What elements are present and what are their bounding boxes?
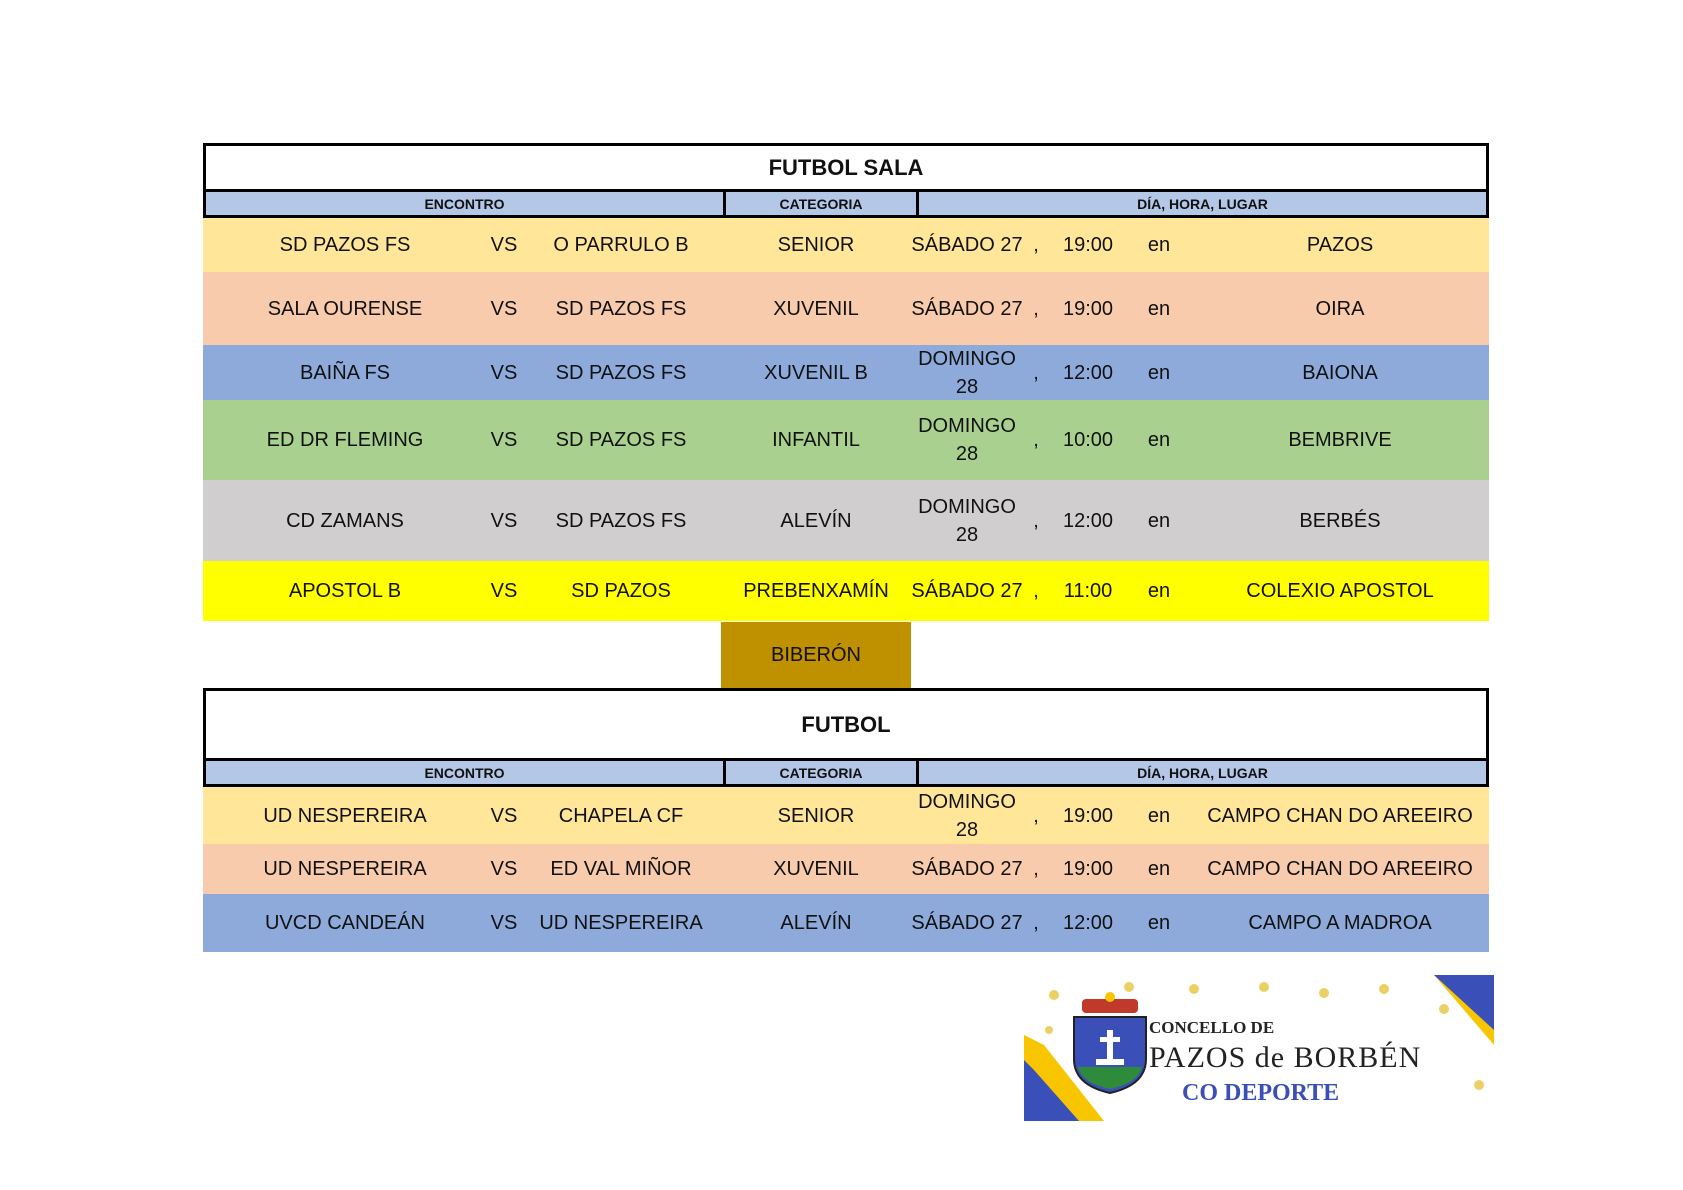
logo-line1: CONCELLO DE: [1149, 1018, 1275, 1037]
separator: ,: [1033, 361, 1039, 384]
biberon-cell: [721, 622, 911, 688]
match-day: SÁBADO 27: [911, 297, 1023, 320]
table-row: [203, 218, 1489, 272]
table-row: [203, 400, 1489, 480]
category: PREBENXAMÍN: [743, 580, 889, 602]
match-time: 12:00: [1062, 509, 1114, 532]
vs-label: VS: [490, 580, 518, 602]
table-row: [203, 345, 1489, 400]
separator: ,: [1033, 858, 1039, 880]
crest-icon: [1074, 992, 1146, 1093]
venue: BAIONA: [1302, 361, 1378, 384]
match-day: DOMINGO 28: [918, 415, 1016, 465]
home-team: SALA OURENSE: [267, 297, 423, 320]
table-row: [203, 894, 1489, 952]
category: XUVENIL: [773, 858, 859, 880]
header-encontro: ENCONTRO: [206, 761, 726, 784]
en-label: en: [1147, 297, 1171, 320]
vs-label: VS: [490, 429, 518, 451]
venue: PAZOS: [1306, 234, 1374, 256]
futbol-rows: [203, 787, 1489, 952]
match-day: SÁBADO 27: [911, 912, 1023, 934]
match-time: 10:00: [1062, 429, 1114, 451]
away-team: CHAPELA CF: [558, 804, 684, 827]
vs-label: VS: [490, 858, 518, 880]
home-team: BAIÑA FS: [299, 361, 391, 384]
venue: COLEXIO APOSTOL: [1246, 580, 1434, 602]
separator: ,: [1033, 297, 1039, 320]
header-categoria: CATEGORIA: [726, 192, 919, 215]
table-row: [203, 272, 1489, 345]
venue: OIRA: [1315, 297, 1365, 320]
home-team: CD ZAMANS: [286, 509, 404, 532]
table-header: [203, 761, 1489, 787]
category: INFANTIL: [772, 429, 860, 451]
venue: BEMBRIVE: [1288, 429, 1392, 451]
table-header: [203, 192, 1489, 218]
table-row: [203, 480, 1489, 561]
home-team: UD NESPEREIRA: [263, 804, 427, 827]
match-day: SÁBADO 27: [911, 234, 1023, 256]
futbol-section: [203, 688, 1489, 952]
header-categoria: CATEGORIA: [726, 761, 919, 784]
table-row: [203, 787, 1489, 844]
section-title-text: FUTBOL SALA: [768, 154, 924, 180]
match-day: DOMINGO 28: [918, 347, 1016, 398]
en-label: en: [1147, 580, 1171, 602]
home-team: ED DR FLEMING: [266, 429, 424, 451]
table-row: [203, 844, 1489, 894]
logo-line2: PAZOS de BORBÉN: [1149, 1041, 1422, 1074]
away-team: SD PAZOS FS: [555, 509, 687, 532]
venue: CAMPO CHAN DO AREEIRO: [1207, 858, 1473, 880]
en-label: en: [1147, 234, 1171, 256]
match-time: 11:00: [1063, 580, 1113, 602]
match-time: 19:00: [1062, 234, 1114, 256]
home-team: UVCD CANDEÁN: [264, 912, 426, 934]
biberon-label: BIBERÓN: [770, 643, 862, 666]
section-title: [203, 143, 1489, 192]
header-dia-hora-lugar: DÍA, HORA, LUGAR: [1137, 195, 1268, 212]
separator: ,: [1033, 580, 1039, 602]
concello-pazos-de-borben-logo: [1024, 975, 1494, 1121]
match-time: 19:00: [1062, 297, 1114, 320]
vs-label: VS: [490, 234, 518, 256]
en-label: en: [1147, 804, 1171, 827]
separator: ,: [1033, 234, 1039, 256]
venue: CAMPO CHAN DO AREEIRO: [1207, 804, 1473, 827]
en-label: en: [1147, 429, 1171, 451]
logo-line3: CO DEPORTE: [1182, 1080, 1340, 1106]
section-title: [203, 688, 1489, 761]
away-team: UD NESPEREIRA: [539, 912, 703, 934]
match-time: 19:00: [1062, 858, 1114, 880]
en-label: en: [1147, 361, 1171, 384]
en-label: en: [1147, 858, 1171, 880]
en-label: en: [1147, 509, 1171, 532]
vs-label: VS: [490, 804, 518, 827]
separator: ,: [1033, 912, 1039, 934]
match-day: DOMINGO 28: [918, 495, 1016, 546]
table-row: [203, 561, 1489, 621]
category: XUVENIL: [773, 297, 859, 320]
category: SENIOR: [777, 234, 855, 256]
en-label: en: [1147, 912, 1171, 934]
header-dia-hora-lugar: DÍA, HORA, LUGAR: [1137, 764, 1268, 781]
match-day: DOMINGO 28: [918, 790, 1016, 841]
away-team: O PARRULO B: [553, 234, 689, 256]
away-team: SD PAZOS FS: [555, 297, 687, 320]
away-team: SD PAZOS FS: [555, 429, 687, 451]
vs-label: VS: [490, 361, 518, 384]
header-encontro: ENCONTRO: [206, 192, 726, 215]
separator: ,: [1033, 509, 1039, 532]
category: XUVENIL B: [764, 361, 868, 384]
category: ALEVÍN: [780, 509, 852, 532]
futbol-sala-section: [203, 143, 1489, 621]
home-team: UD NESPEREIRA: [263, 858, 427, 880]
vs-label: VS: [490, 912, 518, 934]
venue: CAMPO A MADROA: [1248, 912, 1432, 934]
section-title-text: FUTBOL: [801, 711, 891, 737]
separator: ,: [1033, 804, 1039, 827]
vs-label: VS: [490, 509, 518, 532]
vs-label: VS: [490, 297, 518, 320]
futbol-sala-rows: [203, 218, 1489, 621]
category: SENIOR: [777, 804, 855, 827]
match-time: 12:00: [1062, 361, 1114, 384]
home-team: SD PAZOS FS: [279, 234, 411, 256]
match-day: SÁBADO 27: [911, 580, 1023, 602]
away-team: ED VAL MIÑOR: [550, 858, 692, 880]
match-time: 19:00: [1062, 804, 1114, 827]
away-team: SD PAZOS: [571, 580, 671, 602]
separator: ,: [1033, 429, 1039, 451]
home-team: APOSTOL B: [288, 580, 402, 602]
away-team: SD PAZOS FS: [555, 361, 687, 384]
category: ALEVÍN: [780, 912, 852, 934]
venue: BERBÉS: [1299, 509, 1381, 532]
match-time: 12:00: [1062, 912, 1114, 934]
match-day: SÁBADO 27: [911, 858, 1023, 880]
